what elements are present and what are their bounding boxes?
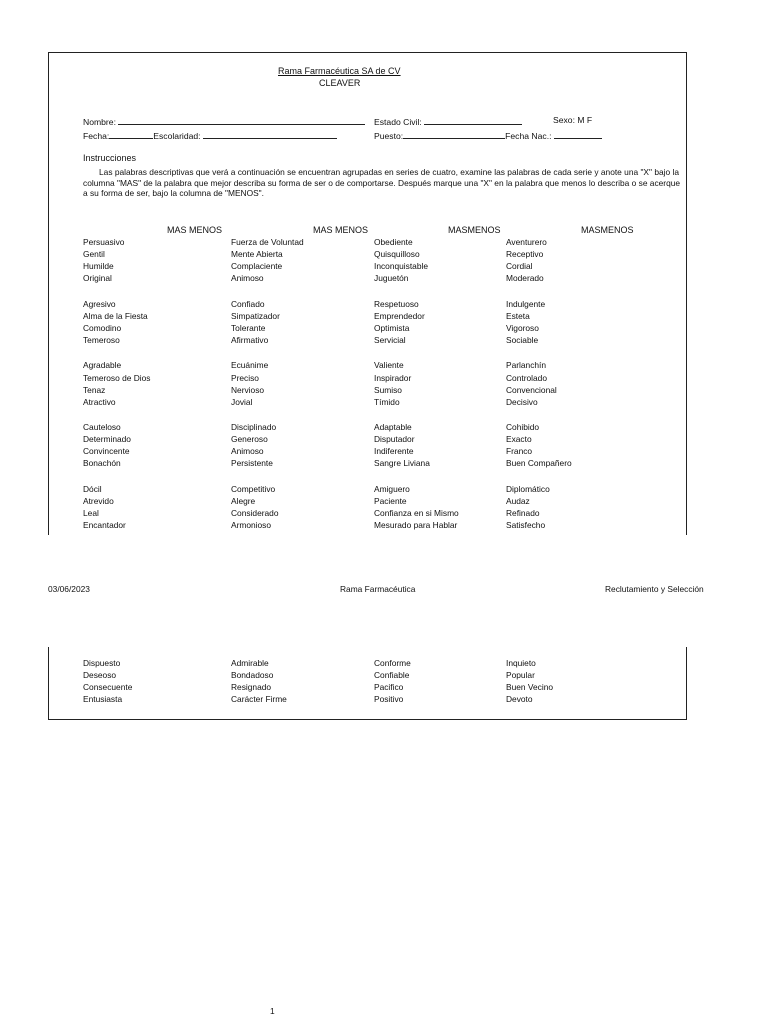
word-option[interactable]: Pacifico — [374, 682, 404, 693]
footer-company: Rama Farmacéutica — [340, 584, 416, 594]
word-option[interactable]: Indulgente — [506, 298, 546, 309]
word-option[interactable]: Optimista — [374, 322, 410, 333]
word-option[interactable]: Inquieto — [506, 658, 536, 668]
instructions-text — [83, 167, 687, 199]
word-option[interactable]: Dócil — [83, 483, 102, 494]
fecha-line — [109, 129, 153, 139]
fecha-label: Fecha: — [83, 131, 110, 141]
word-option[interactable]: Alma de la Fiesta — [83, 310, 148, 321]
word-option[interactable]: Cordial — [506, 261, 533, 272]
word-option[interactable]: Temeroso de Dios — [83, 372, 151, 383]
word-option[interactable]: Respetuoso — [374, 298, 419, 309]
word-option[interactable]: Jovial — [231, 396, 253, 407]
word-option[interactable]: Emprendedor — [374, 310, 425, 321]
estado-civil-field[interactable] — [374, 115, 522, 127]
word-option[interactable]: Franco — [506, 446, 533, 457]
word-option[interactable]: Tolerante — [231, 322, 266, 333]
word-option[interactable]: Inspirador — [374, 372, 412, 383]
word-option[interactable]: Complaciente — [231, 261, 283, 272]
word-option[interactable]: Determinado — [83, 434, 131, 445]
word-option[interactable]: Esteta — [506, 310, 530, 321]
fecha-nac-label: Fecha Nac.: — [505, 131, 552, 141]
word-option[interactable]: Convincente — [83, 446, 130, 457]
word-option[interactable]: Quisquilloso — [374, 249, 420, 260]
word-option[interactable]: Mesurado para Hablar — [374, 520, 458, 531]
word-option[interactable]: Audaz — [506, 495, 530, 506]
word-option[interactable]: Adaptable — [374, 422, 412, 433]
word-option[interactable]: Animoso — [231, 273, 264, 284]
footer-department: Reclutamiento y Selección — [605, 584, 704, 594]
word-option[interactable]: Diplomático — [506, 483, 550, 494]
test-name: CLEAVER — [319, 78, 361, 88]
word-option[interactable]: Refinado — [506, 508, 540, 518]
word-option[interactable]: Buen Vecino — [506, 682, 554, 693]
form-page-2 — [48, 647, 687, 720]
word-option[interactable]: Tímido — [374, 396, 400, 407]
word-option[interactable]: Cohibido — [506, 422, 540, 433]
word-option[interactable]: Leal — [83, 508, 99, 518]
word-option[interactable]: Alegre — [231, 495, 256, 506]
word-option[interactable]: Obediente — [374, 237, 413, 247]
word-option[interactable]: Vigoroso — [506, 322, 539, 333]
word-option[interactable]: Carácter Firme — [231, 694, 287, 705]
column-header-3: MASMENOS — [448, 225, 501, 235]
footer-date: 03/06/2023 — [48, 584, 90, 594]
word-option[interactable]: Confiable — [374, 670, 410, 681]
company-title: Rama Farmacéutica SA de CV — [278, 66, 401, 76]
word-option[interactable]: Receptivo — [506, 249, 544, 260]
word-option[interactable]: Comodino — [83, 322, 122, 333]
word-option[interactable]: Confianza en si Mismo — [374, 508, 459, 518]
word-option[interactable]: Popular — [506, 670, 535, 681]
word-option[interactable]: Conforme — [374, 658, 411, 668]
word-option[interactable]: Sangre Liviana — [374, 458, 430, 469]
word-option[interactable]: Atrevido — [83, 495, 114, 506]
fecha-field[interactable] — [83, 129, 337, 141]
word-option[interactable]: Sumiso — [374, 384, 402, 395]
escolaridad-label: Escolaridad: — [153, 131, 201, 141]
word-option[interactable]: Atractivo — [83, 396, 116, 407]
word-option[interactable]: Humilde — [83, 261, 114, 272]
word-option[interactable]: Generoso — [231, 434, 268, 445]
word-option[interactable]: Disciplinado — [231, 422, 277, 433]
word-option[interactable]: Exacto — [506, 434, 532, 445]
puesto-field[interactable] — [374, 129, 602, 141]
word-option[interactable]: Consecuente — [83, 682, 133, 693]
column-header-1: MAS MENOS — [167, 225, 223, 235]
word-option[interactable]: Ecuánime — [231, 360, 269, 371]
word-option[interactable]: Considerado — [231, 508, 279, 518]
word-option[interactable]: Juguetón — [374, 273, 409, 284]
word-option[interactable]: Cauteloso — [83, 422, 121, 433]
puesto-label: Puesto: — [374, 131, 404, 141]
word-option[interactable]: Dispuesto — [83, 658, 121, 668]
word-option[interactable]: Servicial — [374, 335, 406, 345]
word-option[interactable]: Confiado — [231, 298, 265, 309]
word-option[interactable]: Positivo — [374, 694, 404, 705]
estado-civil-label: Estado Civil: — [374, 117, 422, 127]
word-option[interactable]: Original — [83, 273, 112, 284]
page-number: 1 — [270, 1006, 275, 1016]
word-option[interactable]: Mente Abierta — [231, 249, 283, 260]
word-option[interactable]: Inconquistable — [374, 261, 429, 272]
word-option[interactable]: Encantador — [83, 520, 126, 531]
word-option[interactable]: Temeroso — [83, 335, 120, 345]
word-option[interactable]: Valiente — [374, 360, 404, 371]
word-option[interactable]: Aventurero — [506, 237, 547, 247]
word-option[interactable]: Decisivo — [506, 396, 538, 407]
word-option[interactable]: Sociable — [506, 335, 539, 345]
word-option[interactable]: Moderado — [506, 273, 544, 284]
word-option[interactable]: Bondadoso — [231, 670, 274, 681]
word-option[interactable]: Tenaz — [83, 384, 106, 395]
estado-civil-line — [424, 115, 522, 125]
instructions-body: Las palabras descriptivas que verá a continuación se encuentran agrupadas en series de cuatro, examine las palabras de cada serie y anote una "X" bajo la columna "MAS" de la palabra que mejor describa su forma de ser o de comportarse. Después marque una "X" en la palabra que menos lo describa o se acerque a su forma de ser, bajo la columna de "MENOS". — [83, 167, 681, 198]
nombre-field[interactable] — [83, 115, 365, 127]
fecha-nac-line — [554, 129, 602, 139]
escolaridad-line — [203, 129, 337, 139]
nombre-label: Nombre: — [83, 117, 116, 127]
word-option[interactable]: Deseoso — [83, 670, 117, 681]
word-option[interactable]: Gentil — [83, 249, 105, 260]
word-option[interactable]: Bonachón — [83, 458, 121, 469]
word-option[interactable]: Animoso — [231, 446, 264, 457]
word-option[interactable]: Fuerza de Voluntad — [231, 237, 304, 247]
word-option[interactable]: Resignado — [231, 682, 272, 693]
word-option[interactable]: Afirmativo — [231, 335, 269, 345]
word-option[interactable]: Simpatizador — [231, 310, 280, 321]
word-option[interactable]: Parlanchín — [506, 360, 547, 371]
word-option[interactable]: Devoto — [506, 694, 533, 705]
column-header-2: MAS MENOS — [313, 225, 369, 235]
word-option[interactable]: Amiguero — [374, 483, 410, 494]
word-option[interactable]: Persuasivo — [83, 237, 125, 247]
word-option[interactable]: Agradable — [83, 360, 122, 371]
form-page-1 — [48, 52, 687, 535]
word-option[interactable]: Entusiasta — [83, 694, 123, 705]
word-option[interactable]: Nervioso — [231, 384, 265, 395]
column-header-4: MASMENOS — [581, 225, 634, 235]
word-option[interactable]: Agresivo — [83, 298, 116, 309]
word-option[interactable]: Controlado — [506, 372, 547, 383]
word-option[interactable]: Persistente — [231, 458, 273, 469]
instructions-heading: Instrucciones — [83, 153, 137, 163]
puesto-line — [403, 129, 505, 139]
word-option[interactable]: Buen Compañero — [506, 458, 572, 469]
sexo-field[interactable]: Sexo: M F — [553, 115, 593, 125]
word-option[interactable]: Indiferente — [374, 446, 414, 457]
word-option[interactable]: Admirable — [231, 658, 269, 668]
nombre-line — [118, 115, 365, 125]
word-option[interactable]: Disputador — [374, 434, 415, 445]
word-option[interactable]: Paciente — [374, 495, 407, 506]
word-option[interactable]: Competitivo — [231, 483, 276, 494]
word-option[interactable]: Armonioso — [231, 520, 272, 531]
word-option[interactable]: Preciso — [231, 372, 259, 383]
word-option[interactable]: Satisfecho — [506, 520, 546, 531]
word-option[interactable]: Convencional — [506, 384, 557, 395]
